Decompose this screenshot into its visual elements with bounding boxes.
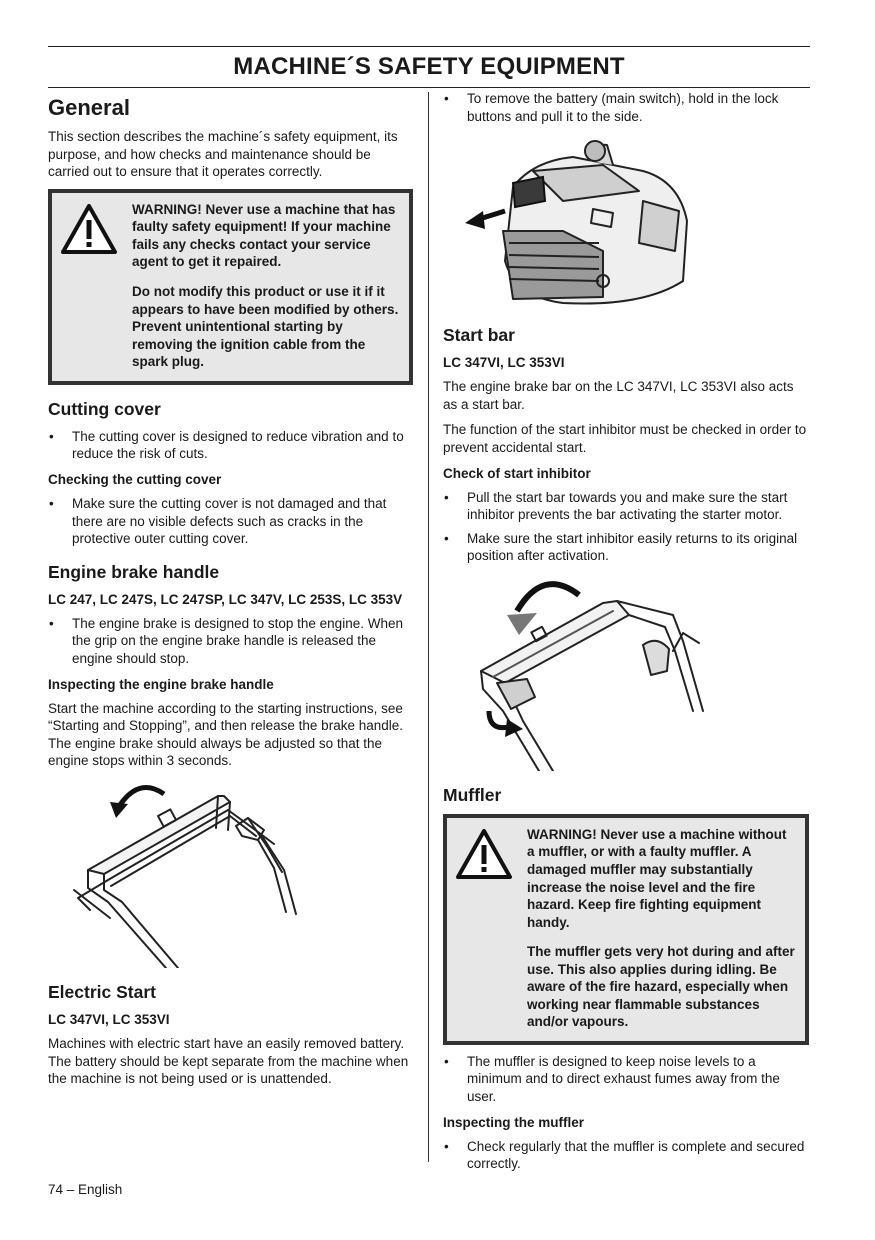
inspecting-muffler-heading: Inspecting the muffler <box>443 1114 585 1130</box>
list-item: • Check regularly that the muffler is complete and secured correctly. <box>443 1138 809 1173</box>
list-item: • Make sure the start inhibitor easily returns to its original position after activation. <box>443 530 809 565</box>
engine-battery-illustration <box>443 131 809 311</box>
electric-start-text: Machines with electric start have an easily removed battery. The battery should be kept separate from the machine when the machine is not being used or is unattended. <box>48 1036 409 1087</box>
inspecting-brake-heading: Inspecting the engine brake handle <box>48 676 274 692</box>
inspecting-brake-text: Start the machine according to the starting instructions, see “Starting and Stopping”, and then release the brake handle. The engine brake should always be adjusted so that the engine stops within 3 seconds. <box>48 700 403 769</box>
start-bar-heading: Start bar <box>443 325 515 346</box>
check-inhibitor-list <box>443 489 809 565</box>
engine-brake-models: LC 247, LC 247S, LC 247SP, LC 347V, LC 253S, LC 353V <box>48 591 403 607</box>
warning-triangle-icon <box>455 828 513 880</box>
list-item: • To remove the battery (main switch), hold in the lock buttons and pull it to the side. <box>443 90 809 125</box>
checking-cutting-cover-list <box>48 495 413 548</box>
warning-box-muffler <box>443 814 809 1045</box>
page-title: MACHINE´S SAFETY EQUIPMENT <box>233 53 625 80</box>
warning-text-2: The muffler gets very hot during and after use. This also applies during idling. Be aware of the fire hazard, especially when working near flammable substances and/or vapours. <box>527 944 795 1030</box>
left-column <box>48 90 413 1096</box>
start-bar-text-2: The function of the start inhibitor must be checked in order to prevent accidental start. <box>443 422 807 455</box>
list-item: • Pull the start bar towards you and make sure the start inhibitor prevents the bar activating the starter motor. <box>443 489 809 524</box>
checking-cutting-cover-heading: Checking the cutting cover <box>48 471 222 487</box>
list-item: • The engine brake is designed to stop the engine. When the grip on the engine brake handle is released the engine should stop. <box>48 615 413 668</box>
inspecting-muffler-list <box>443 1138 809 1173</box>
warning-triangle-icon <box>60 203 118 255</box>
engine-brake-list <box>48 615 413 668</box>
muffler-heading: Muffler <box>443 784 502 805</box>
electric-start-heading: Electric Start <box>48 981 156 1002</box>
list-item: • The muffler is designed to keep noise levels to a minimum and to direct exhaust fumes away from the user. <box>443 1053 809 1106</box>
battery-list <box>443 90 809 125</box>
brake-handle-illustration <box>48 778 413 968</box>
cutting-cover-heading: Cutting cover <box>48 398 161 419</box>
start-bar-models: LC 347VI, LC 353VI <box>443 355 565 371</box>
general-intro: This section describes the machine´s safety equipment, its purpose, and how checks and maintenance should be carried out to ensure that it operates correctly. <box>48 129 398 180</box>
warning-text-2: Do not modify this product or use it if it appears to have been modified by others. Prevent unintentional starting by removing the ignition cable from the spark plug. <box>132 284 399 370</box>
engine-brake-heading: Engine brake handle <box>48 561 220 582</box>
title-bar <box>48 46 810 88</box>
list-item: • The cutting cover is designed to reduce vibration and to reduce the risk of cuts. <box>48 428 413 463</box>
general-heading: General <box>48 95 130 120</box>
right-column <box>443 90 809 1179</box>
check-inhibitor-heading: Check of start inhibitor <box>443 465 591 481</box>
column-divider <box>428 92 429 1162</box>
start-bar-illustration <box>443 571 809 771</box>
electric-start-models: LC 347VI, LC 353VI <box>48 1011 170 1027</box>
warning-box-safety-equipment <box>48 189 413 385</box>
warning-text-1: WARNING! Never use a machine that has faulty safety equipment! If your machine fails any checks contact your service agent to get it repaired. <box>132 201 396 270</box>
start-bar-text-1: The engine brake bar on the LC 347VI, LC 353VI also acts as a start bar. <box>443 379 794 412</box>
page-footer: 74 – English <box>48 1182 123 1197</box>
list-item: • Make sure the cutting cover is not damaged and that there are no visible defects such as cracks in the protective outer cutting cover. <box>48 495 413 548</box>
muffler-list <box>443 1053 809 1106</box>
warning-text-1: WARNING! Never use a machine without a muffler, or with a faulty muffler. A damaged muffler may substantially increase the noise level and the fire hazard. Keep fire fighting equipment handy. <box>527 826 787 930</box>
cutting-cover-list <box>48 428 413 463</box>
